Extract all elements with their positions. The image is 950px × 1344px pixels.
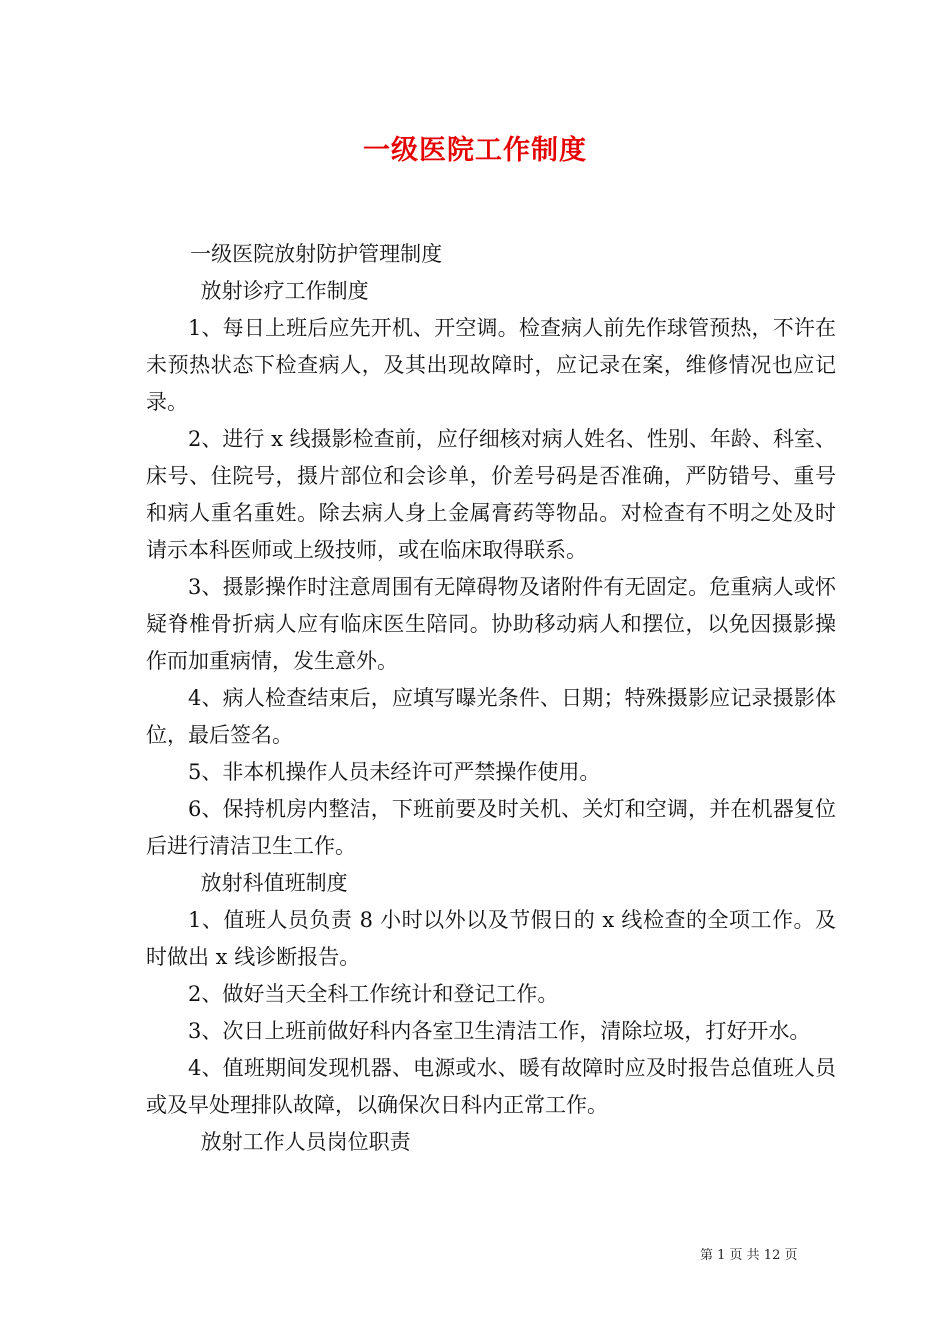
rule-paragraph: 2、进行 x 线摄影检查前，应仔细核对病人姓名、性别、年龄、科室、床号、住院号，摄片部位和会诊单，价差号码是否准确，严防错号、重号和病人重名重姓。除去病人身上金属膏药等物品。对检查有不明之处及时请示本科医师或上级技师，或在临床取得联系。 — [146, 427, 836, 562]
rule-paragraph: 4、病人检查结束后，应填写曝光条件、日期；特殊摄影应记录摄影体位，最后签名。 — [146, 686, 836, 747]
rule-paragraph: 2、做好当天全科工作统计和登记工作。 — [188, 982, 559, 1006]
rule-paragraph: 3、摄影操作时注意周围有无障碍物及诸附件有无固定。危重病人或怀疑脊椎骨折病人应有临床医生陪同。协助移动病人和摆位，以免因摄影操作而加重病情，发生意外。 — [146, 575, 836, 673]
rule-paragraph: 5、非本机操作人员未经许可严禁操作使用。 — [188, 760, 601, 784]
rule-paragraph: 6、保持机房内整洁，下班前要及时关机、关灯和空调，并在机器复位后进行清洁卫生工作。 — [146, 797, 836, 858]
page-number: 第 1 页 共 12 页 — [700, 1248, 798, 1263]
section-heading-staff-duties: 放射工作人员岗位职责 — [200, 1130, 411, 1154]
document-body — [146, 236, 836, 1161]
rule-paragraph: 1、每日上班后应先开机、开空调。检查病人前先作球管预热，不许在未预热状态下检查病人，及其出现故障时，应记录在案，维修情况也应记录。 — [146, 316, 836, 414]
section-heading-radiology-work: 放射诊疗工作制度 — [200, 279, 369, 303]
document-title: 一级医院工作制度 — [363, 135, 587, 166]
rule-paragraph: 1、值班人员负责 8 小时以外以及节假日的 x 线检查的全项工作。及时做出 x 线诊断报告。 — [146, 908, 836, 969]
section-heading-duty-system: 放射科值班制度 — [200, 871, 348, 895]
rule-paragraph: 3、次日上班前做好科内各室卫生清洁工作，清除垃圾，打好开水。 — [188, 1019, 811, 1043]
rule-paragraph: 4、值班期间发现机器、电源或水、暖有故障时应及时报告总值班人员或及早处理排队故障，以确保次日科内正常工作。 — [146, 1056, 836, 1117]
section-heading-radiation-protection: 一级医院放射防护管理制度 — [190, 242, 443, 266]
